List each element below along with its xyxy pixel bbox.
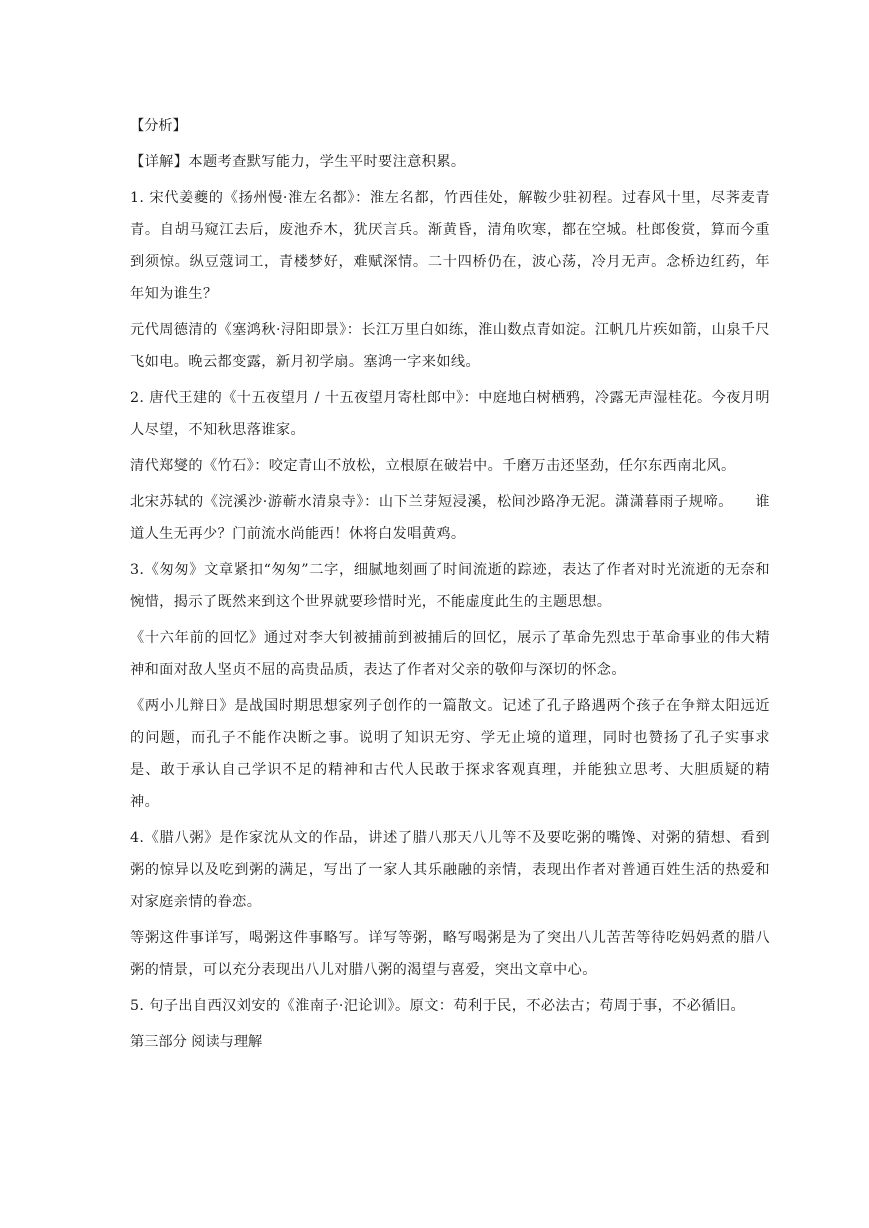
paragraph-item-4-xiangxie: 等粥这件事详写，喝粥这件事略写。详写等粥，略写喝粥是为了突出八儿苦苦等待吃妈妈煮的腊八粥的情景，可以充分表现出八儿对腊八粥的渴望与喜爱，突出文章中心。 [130,930,770,978]
paragraph-item-1-saihongqiu: 元代周德清的《塞鸿秋·浔阳即景》：长江万里白如练，淮山数点青如淀。江帆几片疾如箭，山泉千尺飞如电。晚云都变露，新月初学扇。塞鸿一字来如线。 [130,322,770,370]
paragraph-item-3-shiliunian: 《十六年前的回忆》通过对李大钊被捕前到被捕后的回忆，展示了革命先烈忠于革命事业的伟大精神和面对敌人坚贞不屈的高贵品质，表达了作者对父亲的敬仰与深切的怀念。 [130,630,770,678]
section-heading-part-three: 第三部分 阅读与理解 [130,1034,263,1050]
paragraph-item-1-yangzhoumanci: 1. 宋代姜夔的《扬州慢·淮左名都》：淮左名都，竹西佳处，解鞍少驻初程。过春风十里，尽荠麦青青。自胡马窥江去后，废池乔木，犹厌言兵。渐黄昏，清角吹寒，都在空城。杜郎俊赏，算而今重到须惊。纵豆蔻词工，青楼梦好，难赋深情。二十四桥仍在，波心荡，冷月无声。念桥边红药，年年知为谁生？ [130,190,770,302]
document-body [130,110,770,1058]
paragraph-item-3-liangxiaoer: 《两小儿辩日》是战国时期思想家列子创作的一篇散文。记述了孔子路遇两个孩子在争辩太阳远近的问题，而孔子不能作决断之事。说明了知识无穷、学无止境的道理，同时也赞扬了孔子实事求是、敢于承认自己学识不足的精神和古代人民敢于探求客观真理，并能独立思考、大胆质疑的精神。 [130,698,770,810]
paragraph-detail-intro: 【详解】本题考查默写能力，学生平时要注意积累。 [130,154,466,170]
paragraph-item-5-huainanzi: 5. 句子出自西汉刘安的《淮南子·汜论训》。原文：苟利于民，不必法古；苟周于事，不必循旧。 [130,998,746,1014]
paragraph-item-2-shiwuyewangyue: 2. 唐代王建的《十五夜望月 / 十五夜望月寄杜郎中》：中庭地白树栖鸦，冷露无声湿桂花。今夜月明人尽望，不知秋思落谁家。 [130,390,770,438]
analysis-heading: 【分析】 [130,118,187,134]
paragraph-item-3-congcong: 3.《匆匆》文章紧扣“匆匆”二字，细腻地刻画了时间流逝的踪迹，表达了作者对时光流逝的无奈和惋惜，揭示了既然来到这个世界就要珍惜时光，不能虚度此生的主题思想。 [130,562,770,610]
paragraph-item-2-huanxisha: 北宋苏轼的《浣溪沙·游蕲水清泉寺》：山下兰芽短浸溪，松间沙路净无泥。潇潇暮雨子规啼。 谁道人生无再少？门前流水尚能西！休将白发唱黄鸡。 [130,494,770,542]
paragraph-item-4-labazhou: 4.《腊八粥》是作家沈从文的作品，讲述了腊八那天八儿等不及要吃粥的嘴馋、对粥的猜想、看到粥的惊异以及吃到粥的满足，写出了一家人其乐融融的亲情，表现出作者对普通百姓生活的热爱和对家庭亲情的眷恋。 [130,830,770,910]
paragraph-item-2-zhushi: 清代郑燮的《竹石》：咬定青山不放松，立根原在破岩中。千磨万击还坚劲，任尔东西南北风。 [130,458,736,474]
